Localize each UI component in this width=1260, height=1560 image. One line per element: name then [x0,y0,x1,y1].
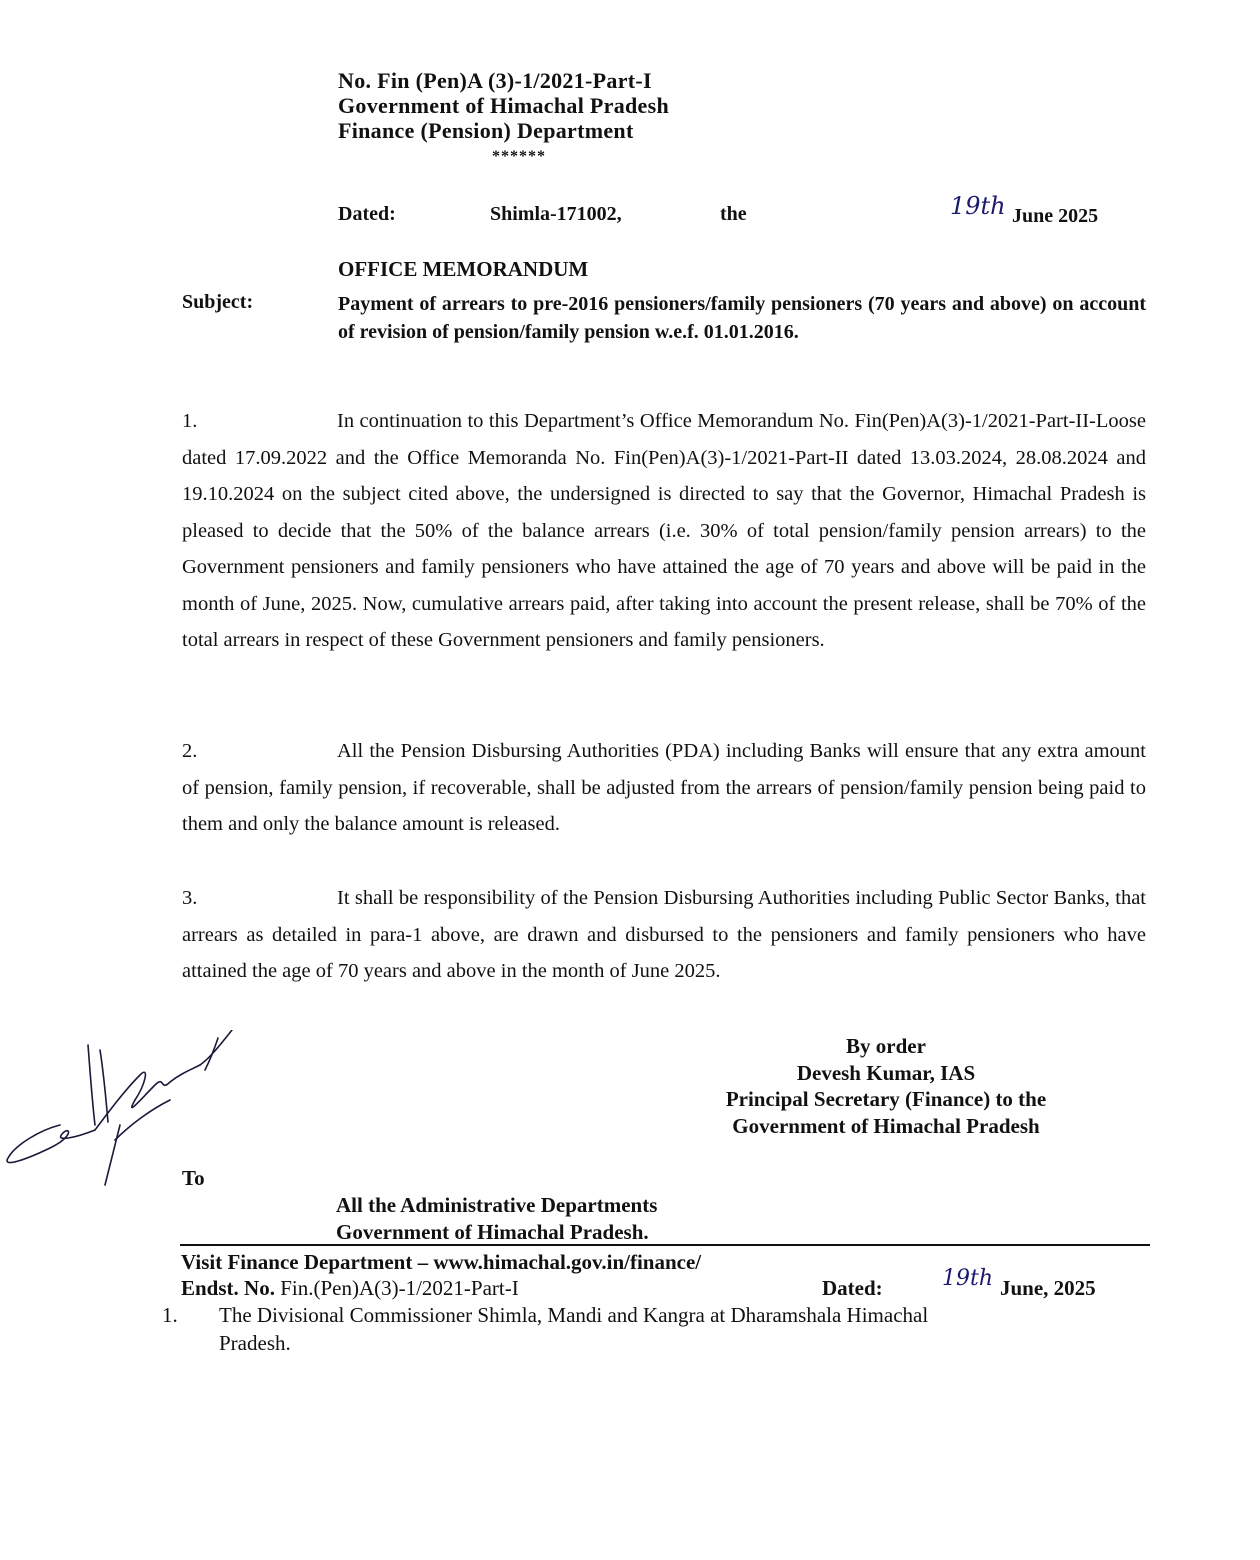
endst-label: Endst. No. [181,1276,275,1300]
dated-the: the [720,203,747,225]
header-separator: ****** [492,148,546,165]
signatory-block [676,1033,1096,1139]
letterhead [338,68,669,143]
dated-month-year: June 2025 [1012,205,1099,227]
paragraph-number: 3. [182,887,198,909]
to-label: To [182,1166,205,1190]
addressee-block [336,1192,657,1245]
copy-list-text-cont: Pradesh. [219,1331,291,1355]
signature-icon [0,1030,250,1190]
signatory-office: Government of Himachal Pradesh [732,1113,1040,1138]
government-name: Government of Himachal Pradesh [338,93,670,118]
copy-list-item [219,1301,1149,1357]
signatory-designation: Principal Secretary (Finance) to the [725,1087,1047,1111]
copy-list-number: 1. [162,1303,178,1327]
paragraph-3 [182,880,1146,990]
by-order: By order [846,1034,926,1058]
subject-label: Subject: [182,291,254,313]
file-number: No. Fin (Pen)A (3)-1/2021-Part-I [338,68,652,93]
handwritten-day: 19th [950,192,1006,220]
footer-divider [180,1244,1150,1246]
copy-list-text: The Divisional Commissioner Shimla, Mandi and Kangra at Dharamshala Himachal [219,1303,929,1327]
paragraph-2 [182,733,1146,843]
dated-place: Shimla-171002, [490,203,622,225]
addressee-line-1: All the Administrative Departments [336,1193,658,1217]
endorsement-line [181,1274,519,1302]
paragraph-number: 2. [182,740,198,762]
endst-dated-rest: June, 2025 [1000,1276,1096,1300]
paragraph-text: It shall be responsibility of the Pension Disbursing Authorities including Public Sector Banks, that arrears as detailed in para-1 above, are drawn and disbursed to the pensioners and family pensioners who have attained the age of 70 years and above in the month of June 2025. [182,887,1146,982]
endst-number: Fin.(Pen)A(3)-1/2021-Part-I [280,1276,519,1300]
paragraph-number: 1. [182,410,198,432]
dated-label: Dated: [338,203,396,225]
paragraph-text: In continuation to this Department’s Office Memorandum No. Fin(Pen)A(3)-1/2021-Part-II-Loose dated 17.09.2022 and the Office Memoranda No. Fin(Pen)A(3)-1/2021-Part-II dated 13.03.2024, 28.08.2024 and 19.10.2024 on the subject cited above, the undersigned is directed to say that the Governor, Himachal Pradesh is pleased to decide that the 50% of the balance arrears (i.e. 30% of total pension/family pension arrears) to the Government pensioners and family pensioners who have attained the age of 70 years and above will be paid in the month of June, 2025. Now, cumulative arrears paid, after taking into account the present release, shall be 70% of the total arrears in respect of these Government pensioners and family pensioners. [182,410,1146,651]
visit-finance-link[interactable]: Visit Finance Department – www.himachal.gov.in/finance/ [181,1250,702,1274]
endst-handwritten-day: 19th [942,1266,994,1291]
paragraph-text: All the Pension Disbursing Authorities (PDA) including Banks will ensure that any extra amount of pension, family pension, if recoverable, shall be adjusted from the arrears of pension/family pension being paid to them and only the balance amount is released. [182,740,1146,835]
subject-text: Payment of arrears to pre-2016 pensioners/family pensioners (70 years and above) on account of revision of pension/family pension w.e.f. 01.01.2016. [338,293,1146,343]
signatory-name: Devesh Kumar, IAS [796,1060,976,1085]
paragraph-1 [182,403,1146,659]
addressee-line-2: Government of Himachal Pradesh. [336,1219,649,1244]
department-name: Finance (Pension) Department [338,118,634,143]
endst-dated-label: Dated: [822,1276,883,1300]
memo-title: OFFICE MEMORANDUM [338,257,589,281]
